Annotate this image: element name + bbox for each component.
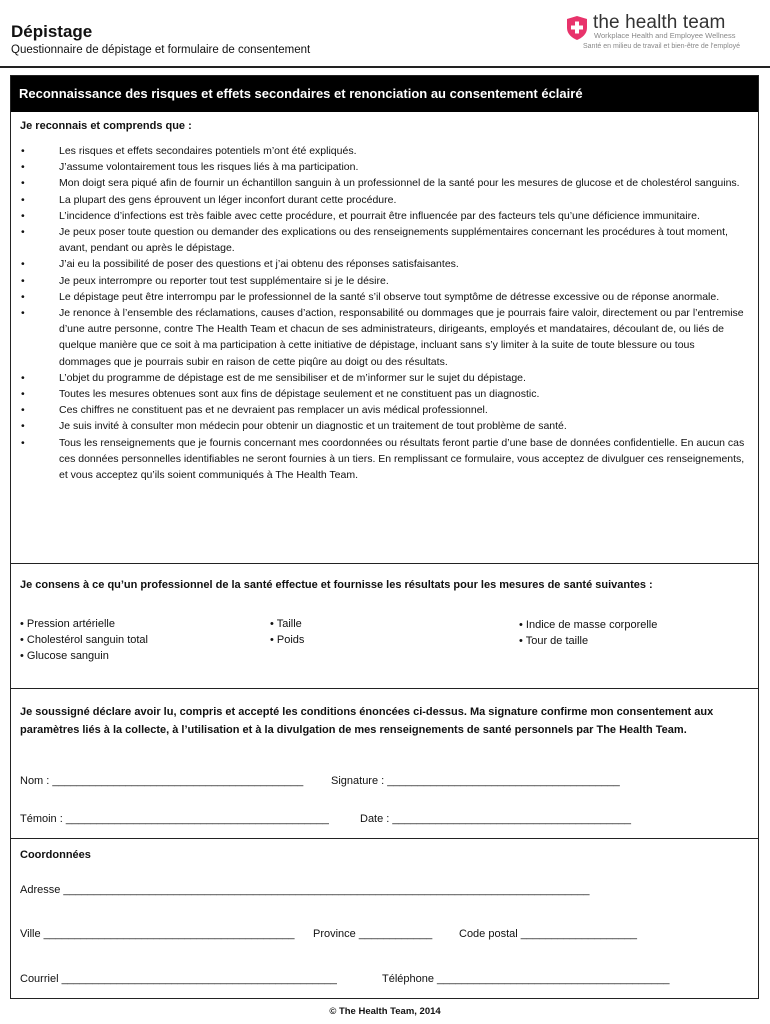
signature-field[interactable]: Signature : ______________________________________ [331,775,620,787]
acknowledge-heading: Je reconnais et comprends que : [20,120,192,132]
list-item: • Les risques et effets secondaires potentiels m’ont été expliqués. [19,143,749,159]
logo-name: the health team [593,12,726,33]
postal-code-field[interactable]: Code postal ___________________ [459,928,637,940]
address-field[interactable]: Adresse ______________________________________________________________________________________ [20,884,590,896]
list-item: • Je peux interrompre ou reporter tout test supplémentaire si je le désire. [19,273,749,289]
list-item: • Je peux poser toute question ou demander des explications ou des renseignements supplémentaires concernant les procédures à tout moment, avant, pendant ou après le dépistage. [19,224,749,256]
logo-subtagline: Santé en milieu de travail et bien-être de l'employé [583,43,740,50]
measures-column-2 [270,616,304,648]
header-rule [0,66,770,68]
name-field[interactable]: Nom : _________________________________________ [20,775,304,787]
list-item: • Ces chiffres ne constituent pas et ne devraient pas remplacer un avis médical professionnel. [19,402,749,418]
consent-heading: Je consens à ce qu’un professionnel de la santé effectue et fournisse les résultats pour les mesures de santé suivantes : [20,579,653,591]
list-item: • Tous les renseignements que je fournis concernant mes coordonnées ou résultats feront partie d’une base de données confidentielle. En aucun cas ces données personnelles identifiables ne seront fournies à un tiers. En remplissant ce formulaire, vous acceptez de divulguer ces renseignements, et vous acceptez qu’ils soient communiqués à The Health Team. [19,435,749,484]
province-field[interactable]: Province ____________ [313,928,433,940]
list-item: • Je suis invité à consulter mon médecin pour obtenir un diagnostic et un traitement de tout problème de santé. [19,418,749,434]
measure-item: • Poids [270,634,305,646]
measure-item: • Glucose sanguin [20,650,109,662]
acknowledge-list [19,143,749,483]
city-field[interactable]: Ville _________________________________________ [20,928,295,940]
section-banner: Reconnaissance des risques et effets secondaires et renonciation au consentement éclairé [11,76,758,112]
section-divider [11,688,758,689]
contact-heading: Coordonnées [20,849,91,861]
measure-item: • Taille [270,618,302,630]
measure-item: • Tour de taille [519,635,589,647]
list-item: • Mon doigt sera piqué afin de fournir un échantillon sanguin à un professionnel de la santé pour les mesures de glucose et de cholestérol sanguins. [19,175,749,191]
date-field[interactable]: Date : _______________________________________ [360,813,631,825]
measure-item: • Pression artérielle [20,618,115,630]
list-item: • J’ai eu la possibilité de poser des questions et j’ai obtenu des réponses satisfaisantes. [19,256,749,272]
measures-column-3 [519,617,657,649]
section-divider [11,563,758,564]
measures-column-1 [20,616,148,664]
list-item: • Le dépistage peut être interrompu par le professionnel de la santé s’il observe tout symptôme de détresse excessive ou de réponse anormale. [19,289,749,305]
list-item: • L’incidence d’infections est très faible avec cette procédure, et pourrait être influencée par des facteurs tels qu’une déficience immunitaire. [19,208,749,224]
copyright-footer: © The Health Team, 2014 [329,1006,441,1017]
declaration-text: Je soussigné déclare avoir lu, compris et accepté les conditions énoncées ci-dessus. Ma signature confirme mon consentement aux paramètres liés à la collecte, à l’utilisation et à la divulgation de mes renseignements de santé personnels par The Health Team. [20,706,714,736]
measure-item: • Indice de masse corporelle [519,619,658,631]
phone-field[interactable]: Téléphone ______________________________________ [382,973,670,985]
list-item: • J’assume volontairement tous les risques liés à ma participation. [19,159,749,175]
list-item: • Je renonce à l’ensemble des réclamations, causes d’action, responsabilité ou dommages que je pourrais faire valoir, directement ou par l’entremise d’une autre personne, contre The Health Team et chacun de ses administrateurs, dirigeants, employés et mandataires, découlant de, ou liés de quelque manière que ce soit à ma participation à cette initiative de dépistage, incluant sans s’y limiter à la suite de toute blessure ou tous dommages que je pourrais subir en raison de cette piqûre au doigt ou des résultats. [19,305,749,370]
page-title: Dépistage [11,22,93,41]
logo-tagline: Workplace Health and Employee Wellness [594,31,736,40]
list-item: • L’objet du programme de dépistage est de me sensibiliser et de m’informer sur le sujet du dépistage. [19,370,749,386]
form-frame [10,75,759,999]
measure-item: • Cholestérol sanguin total [20,634,148,646]
section-divider [11,838,758,839]
page-subtitle: Questionnaire de dépistage et formulaire de consentement [11,44,311,56]
list-item: • Toutes les mesures obtenues sont aux fins de dépistage seulement et ne constituent pas un diagnostic. [19,386,749,402]
list-item: • La plupart des gens éprouvent un léger inconfort durant cette procédure. [19,192,749,208]
email-field[interactable]: Courriel _____________________________________________ [20,973,337,985]
witness-field[interactable]: Témoin : ___________________________________________ [20,813,329,825]
shield-cross-icon [566,16,588,40]
